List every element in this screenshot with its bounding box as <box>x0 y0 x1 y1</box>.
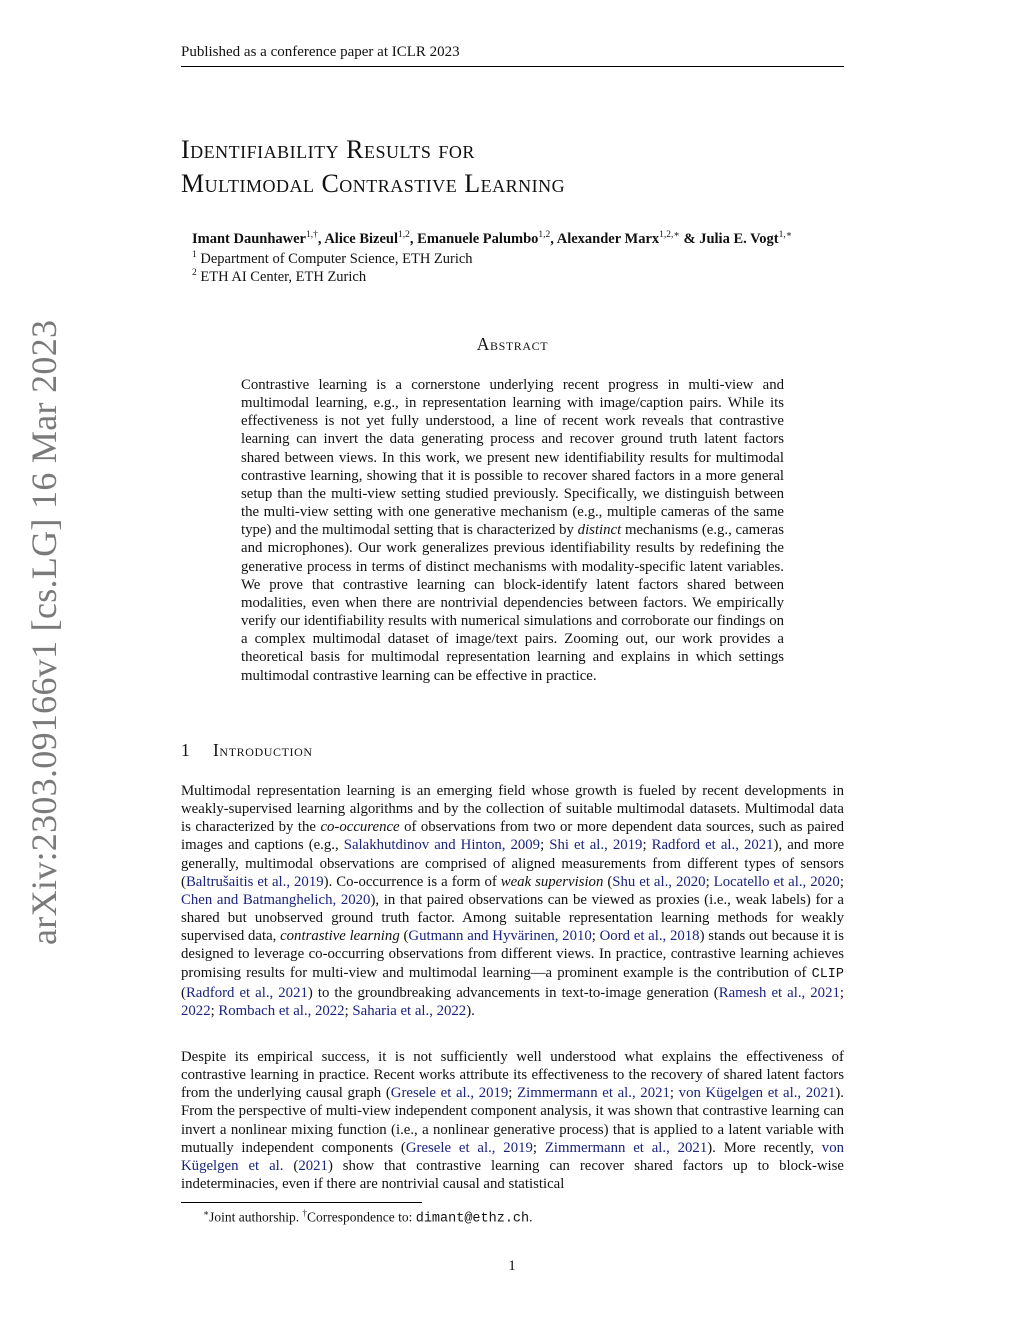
citation-link[interactable]: Ramesh et al., 2021 <box>718 984 840 1001</box>
citation-link[interactable]: Salakhutdinov and Hinton, 2009 <box>343 837 541 854</box>
author-separator: , <box>550 230 557 247</box>
affiliation-number: 1 <box>192 250 197 260</box>
citation-link[interactable]: von Kügelgen et al., 2021 <box>678 1085 836 1102</box>
citation-link[interactable]: Rombach et al., 2022 <box>218 1002 345 1019</box>
running-header: Published as a conference paper at ICLR 2023 <box>181 44 844 67</box>
footnote-rule <box>181 1202 422 1203</box>
footnote: ∗Joint authorship. †Correspondence to: dimant@ethz.ch. <box>203 1208 533 1227</box>
email-address[interactable]: dimant@ethz.ch <box>415 1211 530 1227</box>
arxiv-identifier: arXiv:2303.09166v1 [cs.LG] 16 Mar 2023 <box>24 319 64 945</box>
paper-title <box>181 133 844 201</box>
title-line-2: Multimodal Contrastive Learning <box>181 169 566 198</box>
citation-link[interactable]: von Kügelgen et al. <box>181 1139 844 1174</box>
citation-link[interactable]: Shu et al., 2020 <box>612 873 706 890</box>
author-affiliation-marker: 1,† <box>306 230 318 240</box>
citation-link[interactable]: Oord et al., 2018 <box>599 928 700 945</box>
citation-link[interactable]: Locatello et al., 2020 <box>713 873 840 890</box>
citation-link[interactable]: Radford et al., 2021 <box>651 837 774 854</box>
citation-link[interactable]: Gutmann and Hyvärinen, 2010 <box>408 928 592 945</box>
clip-code: CLIP <box>811 966 844 982</box>
citation-link[interactable]: Chen and Batmanghelich, 2020 <box>181 891 371 908</box>
affiliation-1 <box>192 250 792 268</box>
author-separator: , <box>317 230 325 247</box>
abstract-body: Contrastive learning is a cornerstone underlying recent progress in multi-view and multimodal learning, e.g., in representation learning with image/caption pairs. While its effectiveness is not yet fully understood, a line of recent work reveals that contrastive learning can invert the data generating process and recover ground truth latent factors shared between views. In this work, we present new identifiability results for multimodal contrastive learning, showing that it is possible to recover shared factors in a more general setup than the multi-view setting studied previously. Specifically, we distinguish between the multi-view setting with one generative mechanism (e.g., multiple cameras of the same type) and the multimodal setting that is characterized by distinct mechanisms (e.g., cameras and microphones). Our work generalizes previous identifiability results by redefining the generative process in terms of distinct mechanisms with modality-specific latent variables. We prove that contrastive learning can block-identify latent factors shared between modalities, even when there are nontrivial dependencies between factors. We empirically verify our identifiability results with numerical simulations and corroborate our findings on a complex multimodal dataset of image/text pairs. Zooming out, our work provides a theoretical basis for multimodal representation learning and explains in which settings multimodal contrastive learning can be effective in practice. <box>241 377 784 684</box>
citation-link[interactable]: Zimmermann et al., 2021 <box>517 1085 670 1102</box>
section-heading-introduction <box>181 740 313 761</box>
intro-paragraph-1: Multimodal representation learning is an emerging field whose growth is fueled by recent developments in weakly-supervised learning algorithms and by the collection of suitable multimodal datasets. Multimodal data is characterized by the co-occurence of observations from two or more dependent data sources, such as paired images and captions (e.g., Salakhutdinov and Hinton, 2009; Shi et al., 2019; Radford et al., 2021), and more generally, multimodal observations are comprised of aligned measurements from different types of sensors (Baltrušaitis et al., 2019). Co-occurrence is a form of weak supervision (Shu et al., 2020; Locatello et al., 2020; Chen and Batmanghelich, 2020), in that paired observations can be viewed as proxies (i.e., weak labels) for a shared but unobserved ground truth factor. Among suitable representation learning methods for weakly supervised data, contrastive learning (Gutmann and Hyvärinen, 2010; Oord et al., 2018) stands out because it is designed to leverage co-occurring observations from different views. In practice, contrastive learning achieves promising results for multi-view and multimodal learning—a prominent example is the contribution of CLIP (Radford et al., 2021) to the groundbreaking advancements in text-to-image generation (Ramesh et al., 2021; 2022; Rombach et al., 2022; Saharia et al., 2022). <box>181 783 845 1019</box>
author-name: Julia E. Vogt <box>699 230 779 247</box>
author-affiliation-marker: 1,2 <box>398 230 410 240</box>
citation-link[interactable]: 2021 <box>298 1157 328 1174</box>
author-name: Alexander Marx <box>556 230 660 247</box>
author-affiliation-marker: 1,2,∗ <box>659 230 680 240</box>
author-affiliation-marker: 1,∗ <box>778 230 793 240</box>
affiliation-text: Department of Computer Science, ETH Zurich <box>200 250 473 267</box>
abstract-heading: Abstract <box>476 334 549 354</box>
author-name: Emanuele Palumbo <box>417 230 539 247</box>
citation-link[interactable]: Gresele et al., 2019 <box>390 1085 509 1102</box>
affiliation-text: ETH AI Center, ETH Zurich <box>200 268 367 285</box>
section-title: Introduction <box>213 740 313 760</box>
author-name: Alice Bizeul <box>324 230 399 247</box>
author-separator: & <box>679 230 700 247</box>
citation-link[interactable]: Zimmermann et al., 2021 <box>544 1139 708 1156</box>
citation-link[interactable]: Shi et al., 2019 <box>549 837 643 854</box>
author-separator: , <box>409 230 418 247</box>
author-affiliation-marker: 1,2 <box>538 230 551 240</box>
page-number: 1 <box>508 1258 516 1274</box>
section-number: 1 <box>181 740 191 760</box>
author-name: Imant Daunhawer <box>192 230 306 247</box>
affiliation-2 <box>192 268 792 286</box>
citation-link[interactable]: Radford et al., 2021 <box>185 984 308 1001</box>
citation-link[interactable]: Gresele et al., 2019 <box>405 1139 533 1156</box>
title-line-1: Identifiability Results for <box>181 135 475 164</box>
citation-link[interactable]: 2022 <box>181 1002 211 1019</box>
citation-link[interactable]: Baltrušaitis et al., 2019 <box>185 873 324 890</box>
intro-paragraph-2: Despite its empirical success, it is not sufficiently well understood what explains the effectiveness of contrastive learning in practice. Recent works attribute its effectiveness to the recovery of shared latent factors from the underlying causal graph (Gresele et al., 2019; Zimmermann et al., 2021; von Kügelgen et al., 2021). From the perspective of multi-view independent component analysis, it was shown that contrastive learning can invert a nonlinear mixing function (i.e., a nonlinear generative process) that is applied to a latent variable with mutually independent components (Gresele et al., 2019; Zimmermann et al., 2021). More recently, von Kügelgen et al. (2021) show that contrastive learning can recover shared factors up to block-wise indeterminacies, even if there are nontrivial causal and statistical <box>181 1049 844 1193</box>
affiliation-number: 2 <box>192 268 197 278</box>
citation-link[interactable]: Saharia et al., 2022 <box>352 1002 467 1019</box>
author-list <box>192 229 852 248</box>
